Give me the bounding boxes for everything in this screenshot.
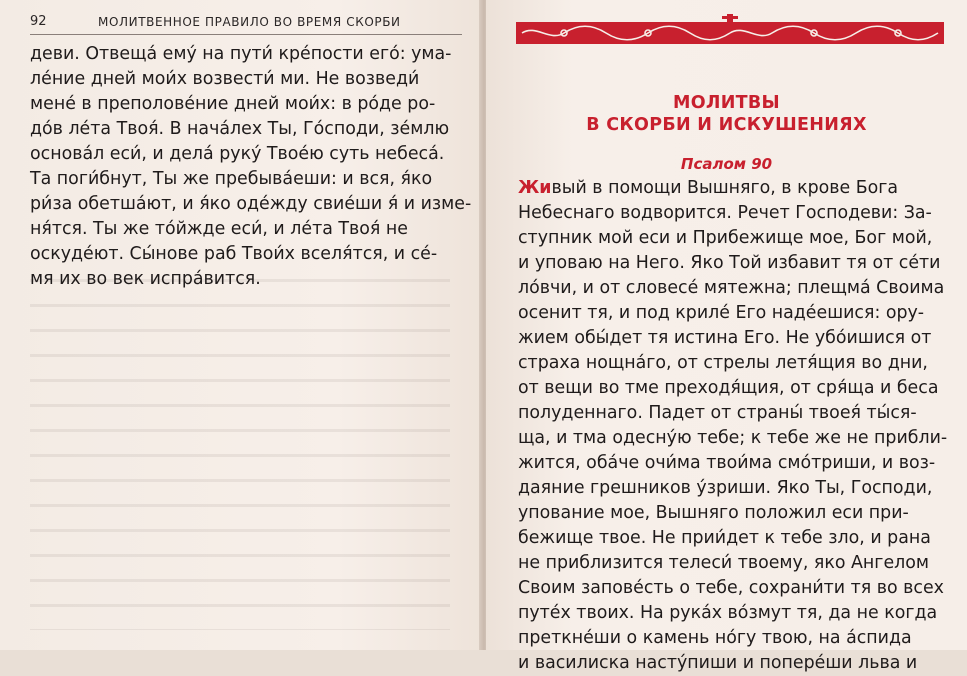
text-line: упование мое, Вышняго положил еси при- bbox=[518, 503, 909, 523]
section-title-line1: МОЛИТВЫ bbox=[673, 93, 780, 113]
text-line: ло́вчи, и от словесе́ мятежна; плещма́ Своима bbox=[518, 278, 945, 298]
text-line: страха нощна́го, от стрелы летя́щия во дни, bbox=[518, 353, 928, 373]
text-line bbox=[518, 176, 946, 201]
running-head bbox=[30, 12, 462, 35]
text-line: жится, оба́че очи́ма твои́ма смо́триши, и воз- bbox=[518, 453, 936, 473]
section-title-line2: В СКОРБИ И ИСКУШЕНИЯХ bbox=[586, 115, 867, 135]
running-head-title: МОЛИТВЕННОЕ ПРАВИЛО ВО ВРЕМЯ СКОРБИ bbox=[98, 15, 401, 29]
text-line: путе́х твоих. На рука́х во́змут тя, да не когда bbox=[518, 603, 938, 623]
text-line: ступник мой еси и Прибежище мое, Бог мой, bbox=[518, 228, 933, 248]
psalm-label: Псалом 90 bbox=[680, 155, 773, 173]
section-title bbox=[486, 92, 967, 136]
text-line: мене́ в преполове́ние дней мои́х: в ро́де ро- bbox=[30, 94, 436, 114]
text-line: и уповаю на Него. Яко Той избавит тя от се́ти bbox=[518, 253, 941, 273]
drop-cap: Жи bbox=[518, 178, 552, 198]
text-line: даяние грешников у́зриши. Яко Ты, Господи, bbox=[518, 478, 933, 498]
bleed-through-text bbox=[30, 270, 450, 630]
text-line: полуденнаго. Падет от страны́ твоея́ ты́ся- bbox=[518, 403, 917, 423]
text-line: Та поги́бнут, Ты же пребыва́еши: и вся, я́ко bbox=[30, 169, 433, 189]
text-line: до́в ле́та Твоя́. В нача́лех Ты, Го́споди, зе́млю bbox=[30, 119, 450, 139]
text-line: оскуде́ют. Сы́нове раб Твои́х вселя́тся, и се́- bbox=[30, 244, 438, 264]
text-line: и василиска насту́пиши и попере́ши льва и bbox=[518, 653, 918, 673]
text-line: ри́за обетша́ют, и я́ко оде́жду свие́ши я́ и изме- bbox=[30, 194, 472, 214]
text-line: преткне́ши о камень но́гу твою, на а́спида bbox=[518, 628, 912, 648]
text-line: от вещи во тме преходя́щия, от сря́ща и беса bbox=[518, 378, 939, 398]
left-page bbox=[0, 0, 482, 650]
text-line: бежище твое. Не прии́дет к тебе зло, и рана bbox=[518, 528, 931, 548]
text-line: жием обы́дет тя истина Его. Не убо́ишися от bbox=[518, 328, 932, 348]
first-line-rest: вый в помощи Вышняго, в крове Бога bbox=[551, 178, 899, 198]
text-line: ня́тся. Ты же то́йжде еси́, и ле́та Твоя́ не bbox=[30, 219, 408, 239]
left-page-text bbox=[30, 42, 472, 292]
text-line: ща, и тма одесну́ю тебе; к тебе же не прибли- bbox=[518, 428, 948, 448]
right-page bbox=[486, 0, 967, 673]
right-page-text bbox=[518, 176, 946, 676]
text-line: Небеснаго водворится. Речет Господеви: За- bbox=[518, 203, 932, 223]
text-line: ле́ние дней мои́х возвести́ ми. Не возведи́ bbox=[30, 69, 420, 89]
page-number: 92 bbox=[30, 14, 47, 29]
text-line: мя их во век испра́вится. bbox=[30, 269, 261, 289]
ornamental-header-band bbox=[516, 14, 944, 48]
text-line: не приблизится телеси́ твоему, яко Ангелом bbox=[518, 553, 930, 573]
text-line: деви. Отвеща́ ему́ на пути́ кре́пости его́: ума- bbox=[30, 44, 452, 64]
text-line: основа́л еси́, и дела́ руку́ Твое́ю суть небеса́. bbox=[30, 144, 445, 164]
text-line: Своим запове́сть о тебе, сохрани́ти тя во всех bbox=[518, 578, 944, 598]
text-line: осенит тя, и под криле́ Его наде́ешися: ору- bbox=[518, 303, 925, 323]
